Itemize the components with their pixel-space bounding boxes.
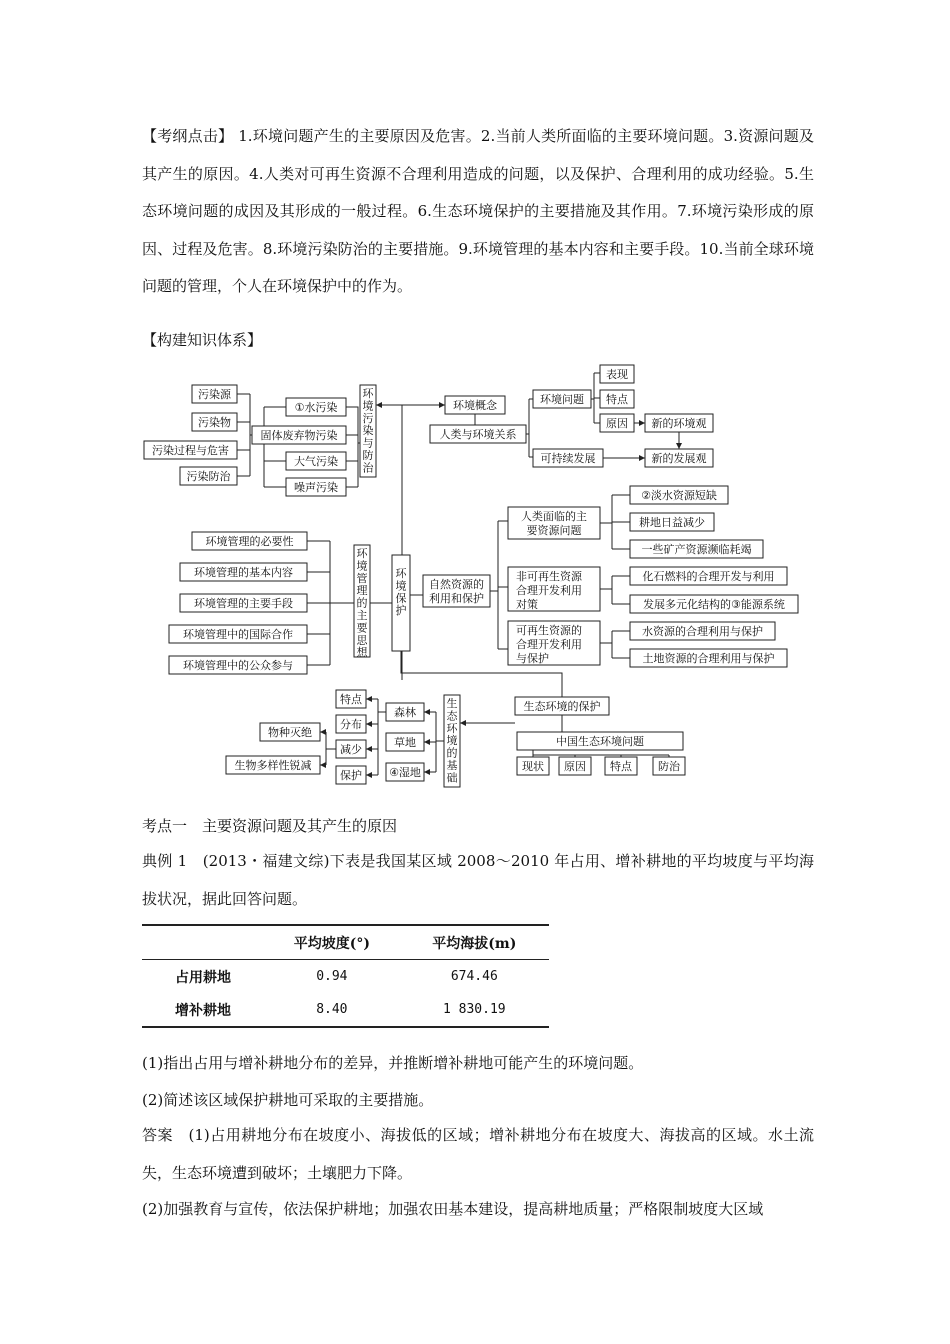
eco-type-0: 森林: [394, 706, 416, 719]
pollution-type-3: 噪声污染: [294, 481, 338, 494]
resource-main-0: 自然资源的: [429, 578, 484, 591]
mgmt-item-1: 环境管理的基本内容: [194, 566, 293, 579]
answer-text: 答案 (1)占用耕地分布在坡度小、海拔低的区域；增补耕地分布在坡度大、海拔高的区域。水土流失，生态环境遭到破坏；土壤肥力下降。: [142, 1126, 814, 1182]
renew-2: 与保护: [516, 652, 549, 665]
table-cell: 674.46: [450, 969, 498, 984]
renew-1: 合理开发利用: [516, 638, 582, 651]
env-problem: 环境问题: [540, 393, 584, 406]
china-eco-item-3: 防治: [658, 760, 680, 773]
bio-effect-0: 物种灭绝: [268, 726, 312, 739]
question-1: (1)指出占用与增补耕地分布的差异，并推断增补耕地可能产生的环境问题。: [142, 1054, 644, 1072]
resource-problem-item-2: 一些矿产资源濒临耗竭: [641, 543, 752, 556]
pollution-left-3: 污染防治: [186, 470, 231, 483]
eco-attr-2: 减少: [340, 743, 362, 756]
human-env: 人类与环境关系: [439, 428, 517, 441]
mgmt-item-2: 环境管理的主要手段: [194, 597, 293, 610]
china-eco-item-2: 特点: [610, 760, 632, 773]
eco-protect: 生态环境的保护: [523, 700, 601, 713]
renew-item-0: 水资源的合理利用与保护: [642, 625, 763, 638]
resource-problem-item-1: 耕地日益减少: [639, 516, 705, 529]
bio-effect-1: 生物多样性锐减: [234, 759, 312, 772]
new-dev-view: 新的发展观: [651, 452, 707, 465]
table-cell: 占用耕地: [175, 969, 232, 986]
resource-problem-item-0: ②淡水资源短缺: [641, 489, 717, 502]
pollution-left-0: 污染源: [198, 388, 231, 401]
eco-type-2: ④湿地: [389, 766, 421, 779]
eco-attr-0: 特点: [340, 693, 362, 706]
nonrenew-0: 非可再生资源: [516, 570, 582, 583]
new-env-view: 新的环境观: [651, 417, 707, 430]
table-header: 平均海拔(m): [432, 935, 517, 952]
protect-center: 环境保护: [395, 567, 407, 618]
eco-attr-3: 保护: [340, 769, 362, 782]
resource-problems-1: 要资源问题: [526, 524, 582, 537]
knowledge-heading: 【构建知识体系】: [142, 331, 263, 349]
example-text: 典例 1 (2013・福建文综)下表是我国某区域 2008～2010 年占用、增补耕地的平均坡度与平均海拔状况，据此回答问题。: [142, 852, 814, 908]
mgmt-item-0: 环境管理的必要性: [205, 535, 294, 548]
pollution-left-group: [144, 385, 237, 485]
renew-item-1: 土地资源的合理利用与保护: [642, 652, 775, 665]
pollution-left-1: 污染物: [198, 416, 231, 429]
table-row: [142, 960, 549, 994]
table-header-row: [142, 925, 549, 960]
pollution-type-0: ①水污染: [294, 401, 338, 414]
pollution-left-2: 污染过程与危害: [152, 444, 229, 457]
syllabus-text: 1.环境问题产生的主要原因及危害。2.当前人类所面临的主要环境问题。3.资源问题及其产生的原因。4.人类对可再生资源不合理利用造成的问题，以及保护、合理利用的成功经验。5.生态环境问题的成因及其形成的一般过程。6.生态环境保护的主要措施及其作用。7.环境污染形成的原因、过程及危害。8.环境污染防治的主要措施。9.环境管理的基本内容和主要手段。10.当前全球环境问题的管理，个人在环境保护中的作为。: [142, 127, 814, 295]
answer-line-2: (2)加强教育与宣传，依法保护耕地；加强农田基本建设，提高耕地质量；严格限制坡度大区域: [142, 1200, 764, 1218]
china-eco-item-1: 原因: [564, 760, 586, 773]
mgmt-item-4: 环境管理中的公众参与: [183, 659, 293, 672]
table-header: 平均坡度(°): [293, 935, 370, 952]
nonrenew-2: 对策: [516, 598, 538, 611]
syllabus-heading: 【考纲点击】: [142, 127, 234, 145]
question-2: (2)简述该区域保护耕地可采取的主要措施。: [142, 1091, 434, 1109]
syllabus-paragraph: [142, 118, 814, 306]
resource-problems-0: 人类面临的主: [521, 510, 587, 523]
table-cell: 8.40: [316, 1002, 348, 1017]
pollution-type-2: 大气污染: [294, 455, 338, 468]
table-row: [142, 993, 549, 1027]
table-cell: 0.94: [316, 969, 348, 984]
china-eco: 中国生态环境问题: [556, 735, 644, 748]
problem-sub-2: 原因: [606, 417, 628, 430]
sustainable: 可持续发展: [540, 452, 596, 465]
renew-0: 可再生资源的: [516, 624, 582, 637]
management-items-group: [169, 532, 307, 674]
table-header: [142, 925, 264, 960]
eco-attr-1: 分布: [340, 718, 362, 731]
eco-type-1: 草地: [394, 736, 416, 749]
knowledge-diagram: [140, 355, 820, 795]
nonrenew-item-1: 发展多元化结构的③能源系统: [643, 598, 785, 611]
pollution-types-group: [252, 398, 346, 496]
resource-main-1: 利用和保护: [429, 592, 484, 605]
mgmt-item-3: 环境管理中的国际合作: [183, 628, 293, 641]
china-eco-item-0: 现状: [522, 760, 544, 773]
table-cell: 增补耕地: [175, 1002, 232, 1019]
mgmt-main: 环境管理的主要思想: [356, 547, 368, 660]
env-concept: 环境概念: [453, 399, 497, 412]
pollution-main: 环境污染与防治: [362, 387, 374, 475]
problem-sub-0: 表现: [606, 368, 628, 381]
pollution-type-1: 固体废弃物污染: [260, 429, 338, 442]
table-cell: 1 830.19: [442, 1002, 506, 1017]
nonrenew-item-0: 化石燃料的合理开发与利用: [642, 570, 775, 583]
data-table: [142, 924, 549, 1028]
section-title: 考点一 主要资源问题及其产生的原因: [142, 817, 398, 835]
problem-sub-1: 特点: [606, 393, 628, 406]
eco-basis: 生态环境的基础: [446, 697, 458, 785]
nonrenew-1: 合理开发利用: [516, 584, 582, 597]
